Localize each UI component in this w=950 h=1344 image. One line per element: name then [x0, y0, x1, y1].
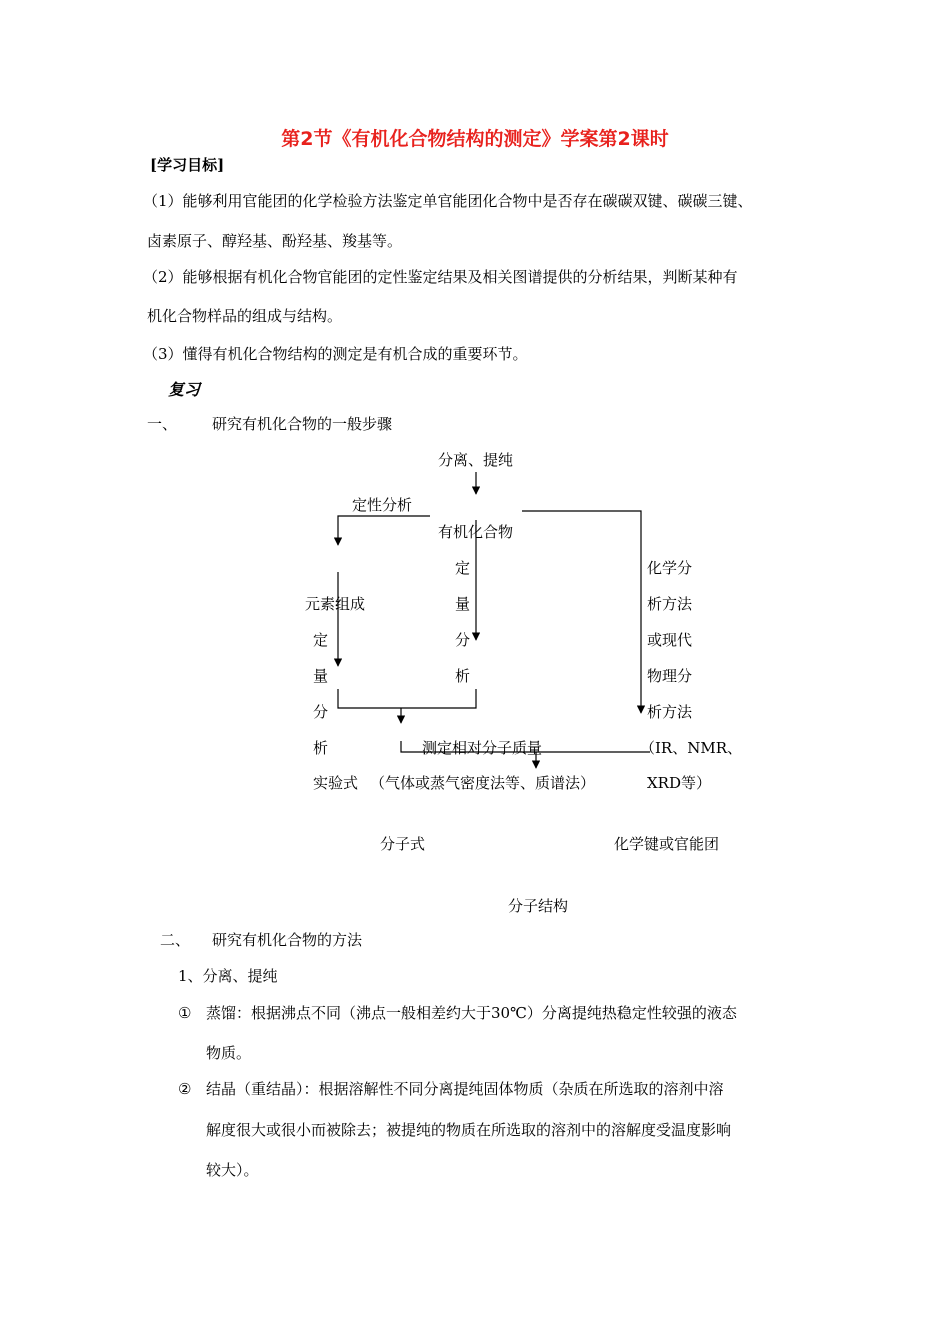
- item2-line-2: 解度很大或很小而被除去；被提纯的物质在所选取的溶剂中的溶解度受温度影响: [206, 1121, 732, 1139]
- bracket-merge: [338, 689, 476, 708]
- section1-title: 研究有机化合物的一般步骤: [212, 415, 393, 433]
- flow-quant-mid-3: 分: [455, 631, 471, 649]
- item2-line-3: 较大）。: [206, 1161, 259, 1179]
- flow-quant-mid-4: 析: [455, 667, 471, 685]
- flow-chem-method-5: 析方法: [647, 703, 693, 721]
- section1-number: 一、: [147, 415, 178, 433]
- flow-quant-mid-1: 定: [455, 559, 471, 577]
- flow-quant-left-2: 量: [313, 667, 329, 685]
- item2-line-1: 结晶（重结晶）：根据溶解性不同分离提纯固体物质（杂质在所选取的溶剂中溶: [206, 1080, 724, 1098]
- flow-chem-method-3: 或现代: [647, 631, 693, 649]
- flow-measure-mass: 测定相对分子质量: [422, 739, 543, 757]
- item1-line-1: 蒸馏：根据沸点不同（沸点一般相差约大于30℃）分离提纯热稳定性较强的液态: [206, 1004, 737, 1022]
- flow-separate: 分离、提纯: [438, 451, 514, 469]
- objective-line-4: 机化合物样品的组成与结构。: [147, 307, 343, 325]
- flow-quant-mid-2: 量: [455, 595, 471, 613]
- item1-line-2: 物质。: [206, 1044, 252, 1062]
- flow-chem-method-1: 化学分: [647, 559, 693, 577]
- flow-element: 元素组成: [305, 595, 366, 613]
- flow-bond-group: 化学键或官能团: [614, 835, 720, 853]
- flow-instruments-1: （IR、NMR、: [640, 739, 742, 757]
- flow-quant-left-4: 析: [313, 739, 329, 757]
- objective-line-3: （2）能够根据有机化合物官能团的定性鉴定结果及相关图谱提供的分析结果，判断某种有: [143, 268, 738, 286]
- flow-organic: 有机化合物: [438, 523, 514, 541]
- objective-line-1: （1）能够利用官能团的化学检验方法鉴定单官能团化合物中是否存在碳碳双键、碳碳三键、: [143, 192, 753, 210]
- item2-marker: ②: [178, 1080, 192, 1098]
- section2-number: 二、: [160, 931, 191, 949]
- objectives-heading: [学习目标]: [150, 156, 225, 174]
- flow-chem-method-2: 析方法: [647, 595, 693, 613]
- sub1-heading: 1、分离、提纯: [178, 967, 278, 985]
- flow-mass-methods: （气体或蒸气密度法等、质谱法）: [370, 774, 596, 792]
- flow-molecular-formula: 分子式: [380, 835, 426, 853]
- flow-instruments-2: XRD等）: [647, 774, 711, 792]
- flow-chem-method-4: 物理分: [647, 667, 693, 685]
- section2-title: 研究有机化合物的方法: [212, 931, 363, 949]
- flow-quant-left-3: 分: [313, 703, 329, 721]
- flow-quant-left-1: 定: [313, 631, 329, 649]
- review-heading: 复习: [168, 380, 201, 399]
- arrow-qualitative: [338, 516, 430, 545]
- flow-qualitative: 定性分析: [352, 496, 413, 514]
- objective-line-2: 卤素原子、醇羟基、酚羟基、羧基等。: [147, 232, 403, 250]
- document-title: 第2节《有机化合物结构的测定》学案第2课时: [281, 128, 669, 150]
- flow-structure: 分子结构: [508, 897, 569, 915]
- item1-marker: ①: [178, 1004, 192, 1022]
- flow-empirical: 实验式: [313, 774, 359, 792]
- objective-line-5: （3）懂得有机化合物结构的测定是有机合成的重要环节。: [143, 345, 528, 363]
- line-chem-method: [522, 511, 641, 713]
